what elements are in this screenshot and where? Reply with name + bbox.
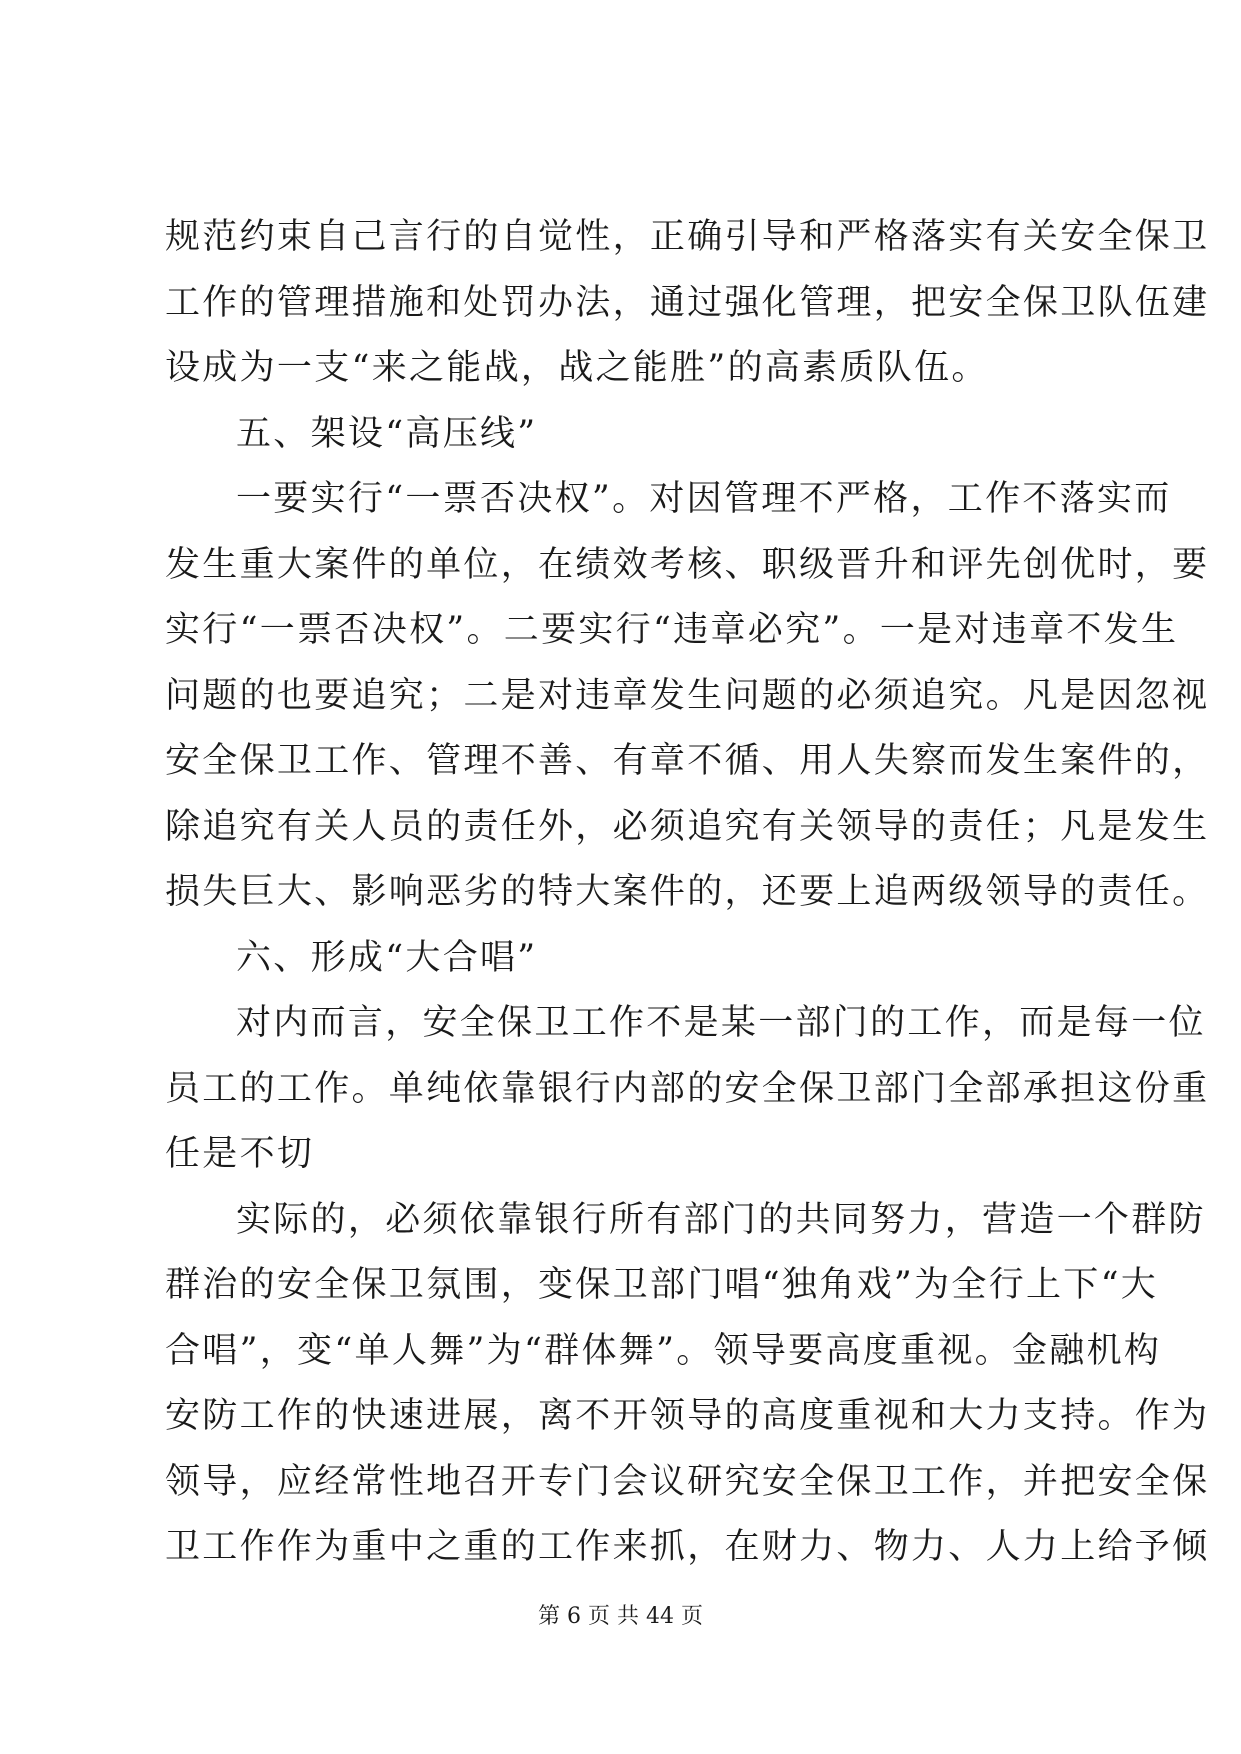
text-line: 一要实行“一票否决权”。对因管理不严格，工作不落实而 (236, 479, 1172, 519)
text-line: 实行“一票否决权”。二要实行“违章必究”。一是对违章不发生 (165, 610, 1179, 650)
text-line: 工作的管理措施和处罚办法，通过强化管理，把安全保卫队伍建 (165, 282, 1210, 323)
text-line: 发生重大案件的单位，在绩效考核、职级晋升和评先创优时，要 (165, 544, 1210, 585)
body-text (165, 205, 1210, 1581)
text-line: 问题的也要追究；二是对违章发生问题的必须追究。凡是因忽视 (165, 675, 1210, 716)
text-line: 群治的安全保卫氛围，变保卫部门唱“独角戏”为全行上下“大 (165, 1265, 1159, 1305)
text-line: 合唱”，变“单人舞”为“群体舞”。领导要高度重视。金融机构 (165, 1330, 1162, 1371)
text-line: 除追究有关人员的责任外，必须追究有关领导的责任；凡是发生 (165, 806, 1210, 847)
text-line: 任是不切 (165, 1134, 315, 1174)
section-heading: 五、架设“高压线” (236, 413, 538, 454)
text-line: 损失巨大、影响恶劣的特大案件的，还要上追两级领导的责任。 (165, 872, 1210, 912)
text-line: 对内而言，安全保卫工作不是某一部门的工作，而是每一位 (236, 1003, 1206, 1043)
text-line: 实际的，必须依靠银行所有部门的共同努力，营造一个群防 (236, 1199, 1206, 1240)
text-line: 员工的工作。单纯依靠银行内部的安全保卫部门全部承担这份重 (165, 1068, 1210, 1109)
text-line: 安防工作的快速进展，离不开领导的高度重视和大力支持。作为 (165, 1396, 1210, 1436)
section-heading: 六、形成“大合唱” (236, 937, 538, 978)
text-line: 领导，应经常性地召开专门会议研究安全保卫工作，并把安全保 (165, 1461, 1210, 1502)
text-line: 设成为一支“来之能战，战之能胜”的高素质队伍。 (165, 348, 989, 388)
text-line: 安全保卫工作、管理不善、有章不循、用人失察而发生案件的， (165, 741, 1210, 781)
page-number-footer: 第 6 页 共 44 页 (538, 1604, 703, 1629)
text-line: 卫工作作为重中之重的工作来抓，在财力、物力、人力上给予倾 (165, 1527, 1210, 1567)
text-line: 规范约束自己言行的自觉性，正确引导和严格落实有关安全保卫 (165, 217, 1210, 257)
